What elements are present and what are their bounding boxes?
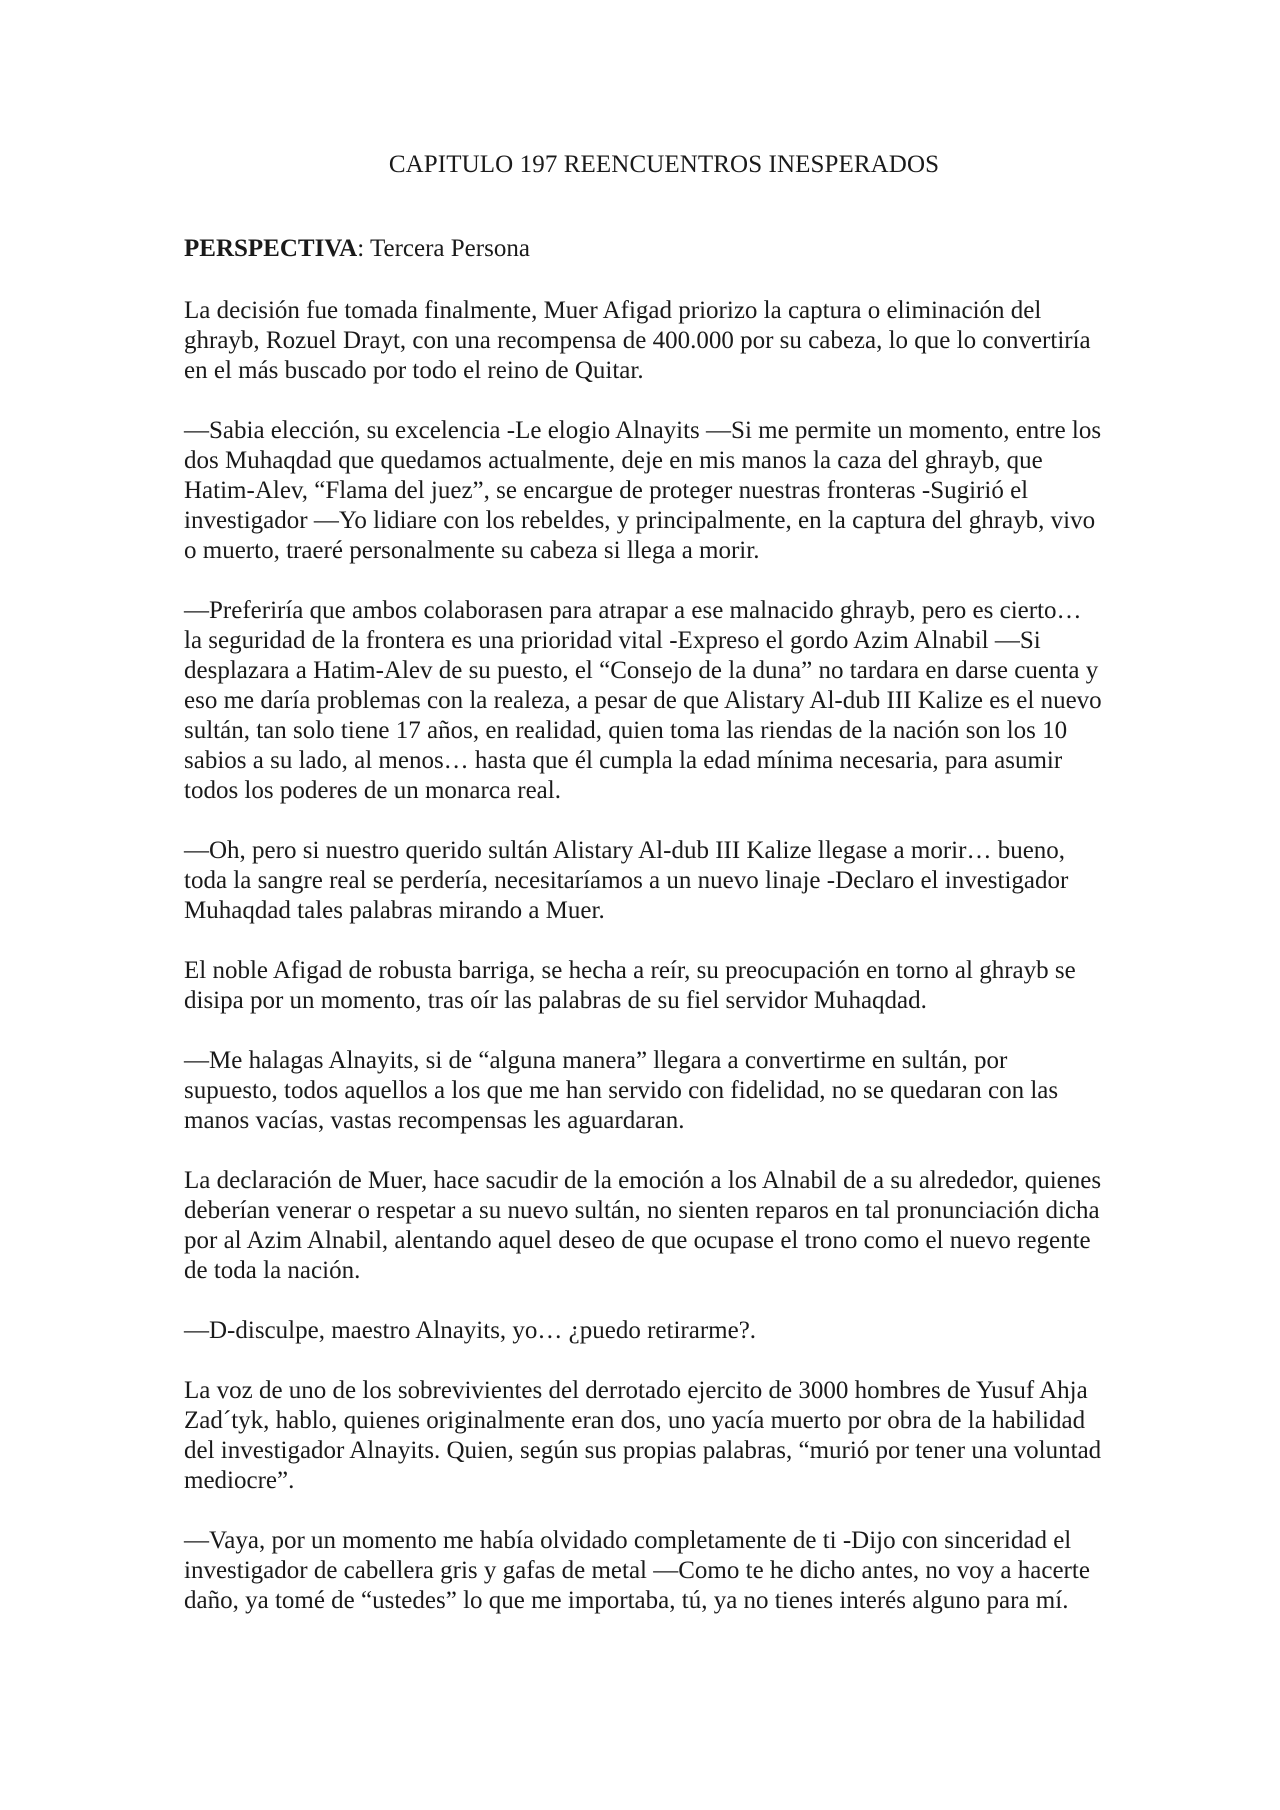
paragraph: —Sabia elección, su excelencia -Le elogio Alnayits —Si me permite un momento, entre los dos Muhaqdad que quedamos actualmente, deje en mis manos la caza del ghrayb, que Hatim-Alev, “Flama del juez”, se encargue de proteger nuestras fronteras -Sugirió el investigador —Yo lidiare con los rebeldes, y principalmente, en la captura del ghrayb, vivo o muerto, traeré personalmente su cabeza si llega a morir. — [184, 417, 1102, 564]
paragraph: —Vaya, por un momento me había olvidado completamente de ti -Dijo con sinceridad el investigador de cabellera gris y gafas de metal —Como te he dicho antes, no voy a hacerte daño, ya tomé de “ustedes” lo que me importaba, tú, ya no tienes interés alguno para mí. — [184, 1527, 1090, 1614]
paragraph: —Preferiría que ambos colaborasen para atrapar a ese malnacido ghrayb, pero es cierto… la seguridad de la frontera es una prioridad vital -Expreso el gordo Azim Alnabil —Si desplazara a Hatim-Alev de su puesto, el “Consejo de la duna” no tardara en darse cuenta y eso me daría problemas con la realeza, a pesar de que Alistary Al-dub III Kalize es el nuevo sultán, tan solo tiene 17 años, en realidad, quien toma las riendas de la nación son los 10 sabios a su lado, al menos… hasta que él cumpla la edad mínima necesaria, para asumir todos los poderes de un monarca real. — [184, 597, 1102, 804]
perspective-separator: : — [357, 235, 370, 262]
paragraph: —D-disculpe, maestro Alnayits, yo… ¿puedo retirarme?. — [184, 1317, 757, 1344]
paragraph: La decisión fue tomada finalmente, Muer Afigad priorizo la captura o eliminación del ghrayb, Rozuel Drayt, con una recompensa de 400.000 por su cabeza, lo que lo convertiría en el más buscado por todo el reino de Quitar. — [184, 297, 1091, 384]
perspective-label: PERSPECTIVA — [184, 235, 358, 262]
document-page — [184, 150, 1104, 1646]
paragraph: La voz de uno de los sobrevivientes del derrotado ejercito de 3000 hombres de Yusuf Ahja Zad´tyk, hablo, quienes originalmente eran dos, uno yacía muerto por obra de la habilidad del investigador Alnayits. Quien, según sus propias palabras, “murió por tener una voluntad mediocre”. — [184, 1377, 1102, 1494]
perspective-line — [184, 234, 1104, 264]
chapter-title: CAPITULO 197 REENCUENTROS INESPERADOS — [388, 151, 940, 178]
paragraph: —Oh, pero si nuestro querido sultán Alistary Al-dub III Kalize llegase a morir… bueno, toda la sangre real se perdería, necesitaríamos a un nuevo linaje -Declaro el investigador Muhaqdad tales palabras mirando a Muer. — [184, 837, 1069, 924]
paragraph: El noble Afigad de robusta barriga, se hecha a reír, su preocupación en torno al ghrayb se disipa por un momento, tras oír las palabras de su fiel servidor Muhaqdad. — [184, 957, 1076, 1014]
paragraph: —Me halagas Alnayits, si de “alguna manera” llegara a convertirme en sultán, por supuesto, todos aquellos a los que me han servido con fidelidad, no se quedaran con las manos vacías, vastas recompensas les aguardaran. — [184, 1047, 1059, 1134]
perspective-value: Tercera Persona — [369, 235, 530, 262]
paragraph: La declaración de Muer, hace sacudir de la emoción a los Alnabil de a su alrededor, quienes deberían venerar o respetar a su nuevo sultán, no sienten reparos en tal pronunciación dicha por al Azim Alnabil, alentando aquel deseo de que ocupase el trono como el nuevo regente de toda la nación. — [184, 1167, 1102, 1284]
